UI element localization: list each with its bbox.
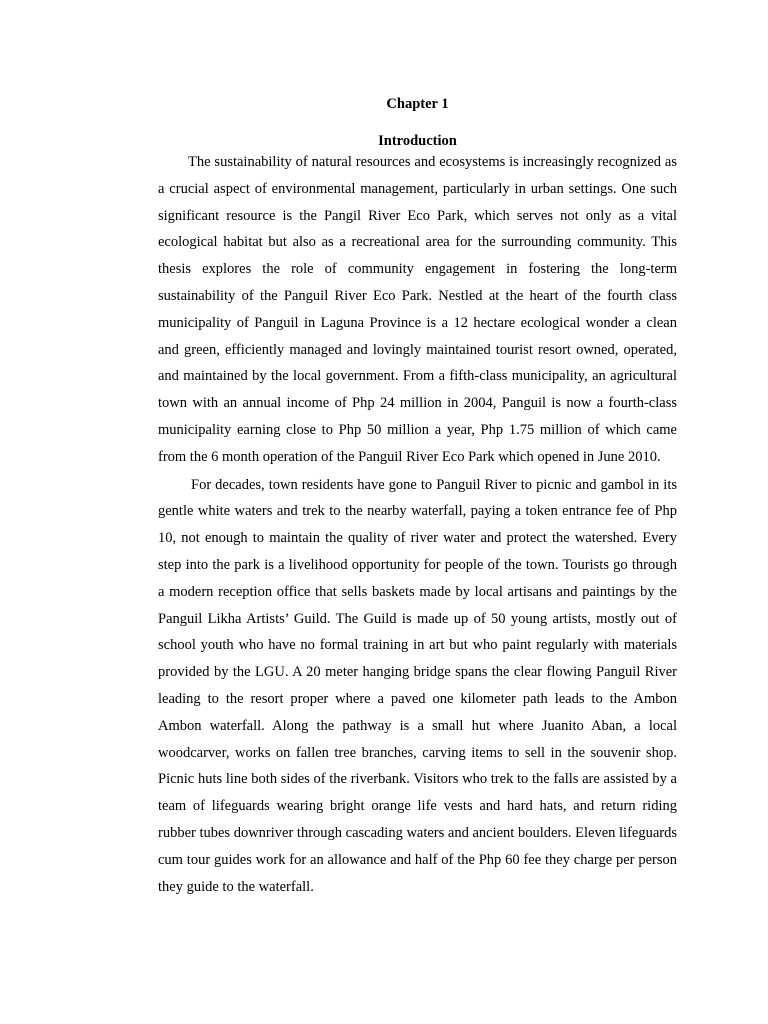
- body-paragraph-1: The sustainability of natural resources and ecosystems is increasingly recognized as a crucial aspect of environmental management, particularly in urban settings. One such significant resource is the Pangil River Eco Park, which serves not only as a vital ecological habitat but also as a recreational area for the surrounding community. This thesis explores the role of community engagement in fostering the long-term sustainability of the Panguil River Eco Park. Nestled at the heart of the fourth class municipality of Panguil in Laguna Province is a 12 hectare ecological wonder a clean and green, efficiently managed and lovingly maintained tourist resort owned, operated, and maintained by the local government. From a fifth-class municipality, an agricultural town with an annual income of Php 24 million in 2004, Panguil is now a fourth-class municipality earning close to Php 50 million a year, Php 1.75 million of which came from the 6 month operation of the Panguil River Eco Park which opened in June 2010.: [158, 154, 677, 465]
- document-page: [158, 94, 677, 900]
- section-title: Introduction: [378, 133, 457, 149]
- chapter-title: Chapter 1: [386, 96, 449, 112]
- body-paragraph-2: For decades, town residents have gone to Panguil River to picnic and gambol in its gentle white waters and trek to the nearby waterfall, paying a token entrance fee of Php 10, not enough to maintain the quality of river water and protect the watershed. Every step into the park is a livelihood opportunity for people of the town. Tourists go through a modern reception office that sells baskets made by local artisans and paintings by the Panguil Likha Artists’ Guild. The Guild is made up of 50 young artists, mostly out of school youth who have no formal training in art but who paint regularly with materials provided by the LGU. A 20 meter hanging bridge spans the clear flowing Panguil River leading to the resort proper where a paved one kilometer path leads to the Ambon Ambon waterfall. Along the pathway is a small hut where Juanito Aban, a local woodcarver, works on fallen tree branches, carving items to sell in the souvenir shop. Picnic huts line both sides of the riverbank. Visitors who trek to the falls are assisted by a team of lifeguards wearing bright orange life vests and hard hats, and return riding rubber tubes downriver through cascading waters and ancient boulders. Eleven lifeguards cum tour guides work for an allowance and half of the Php 60 fee they charge per person they guide to the waterfall.: [158, 476, 678, 895]
